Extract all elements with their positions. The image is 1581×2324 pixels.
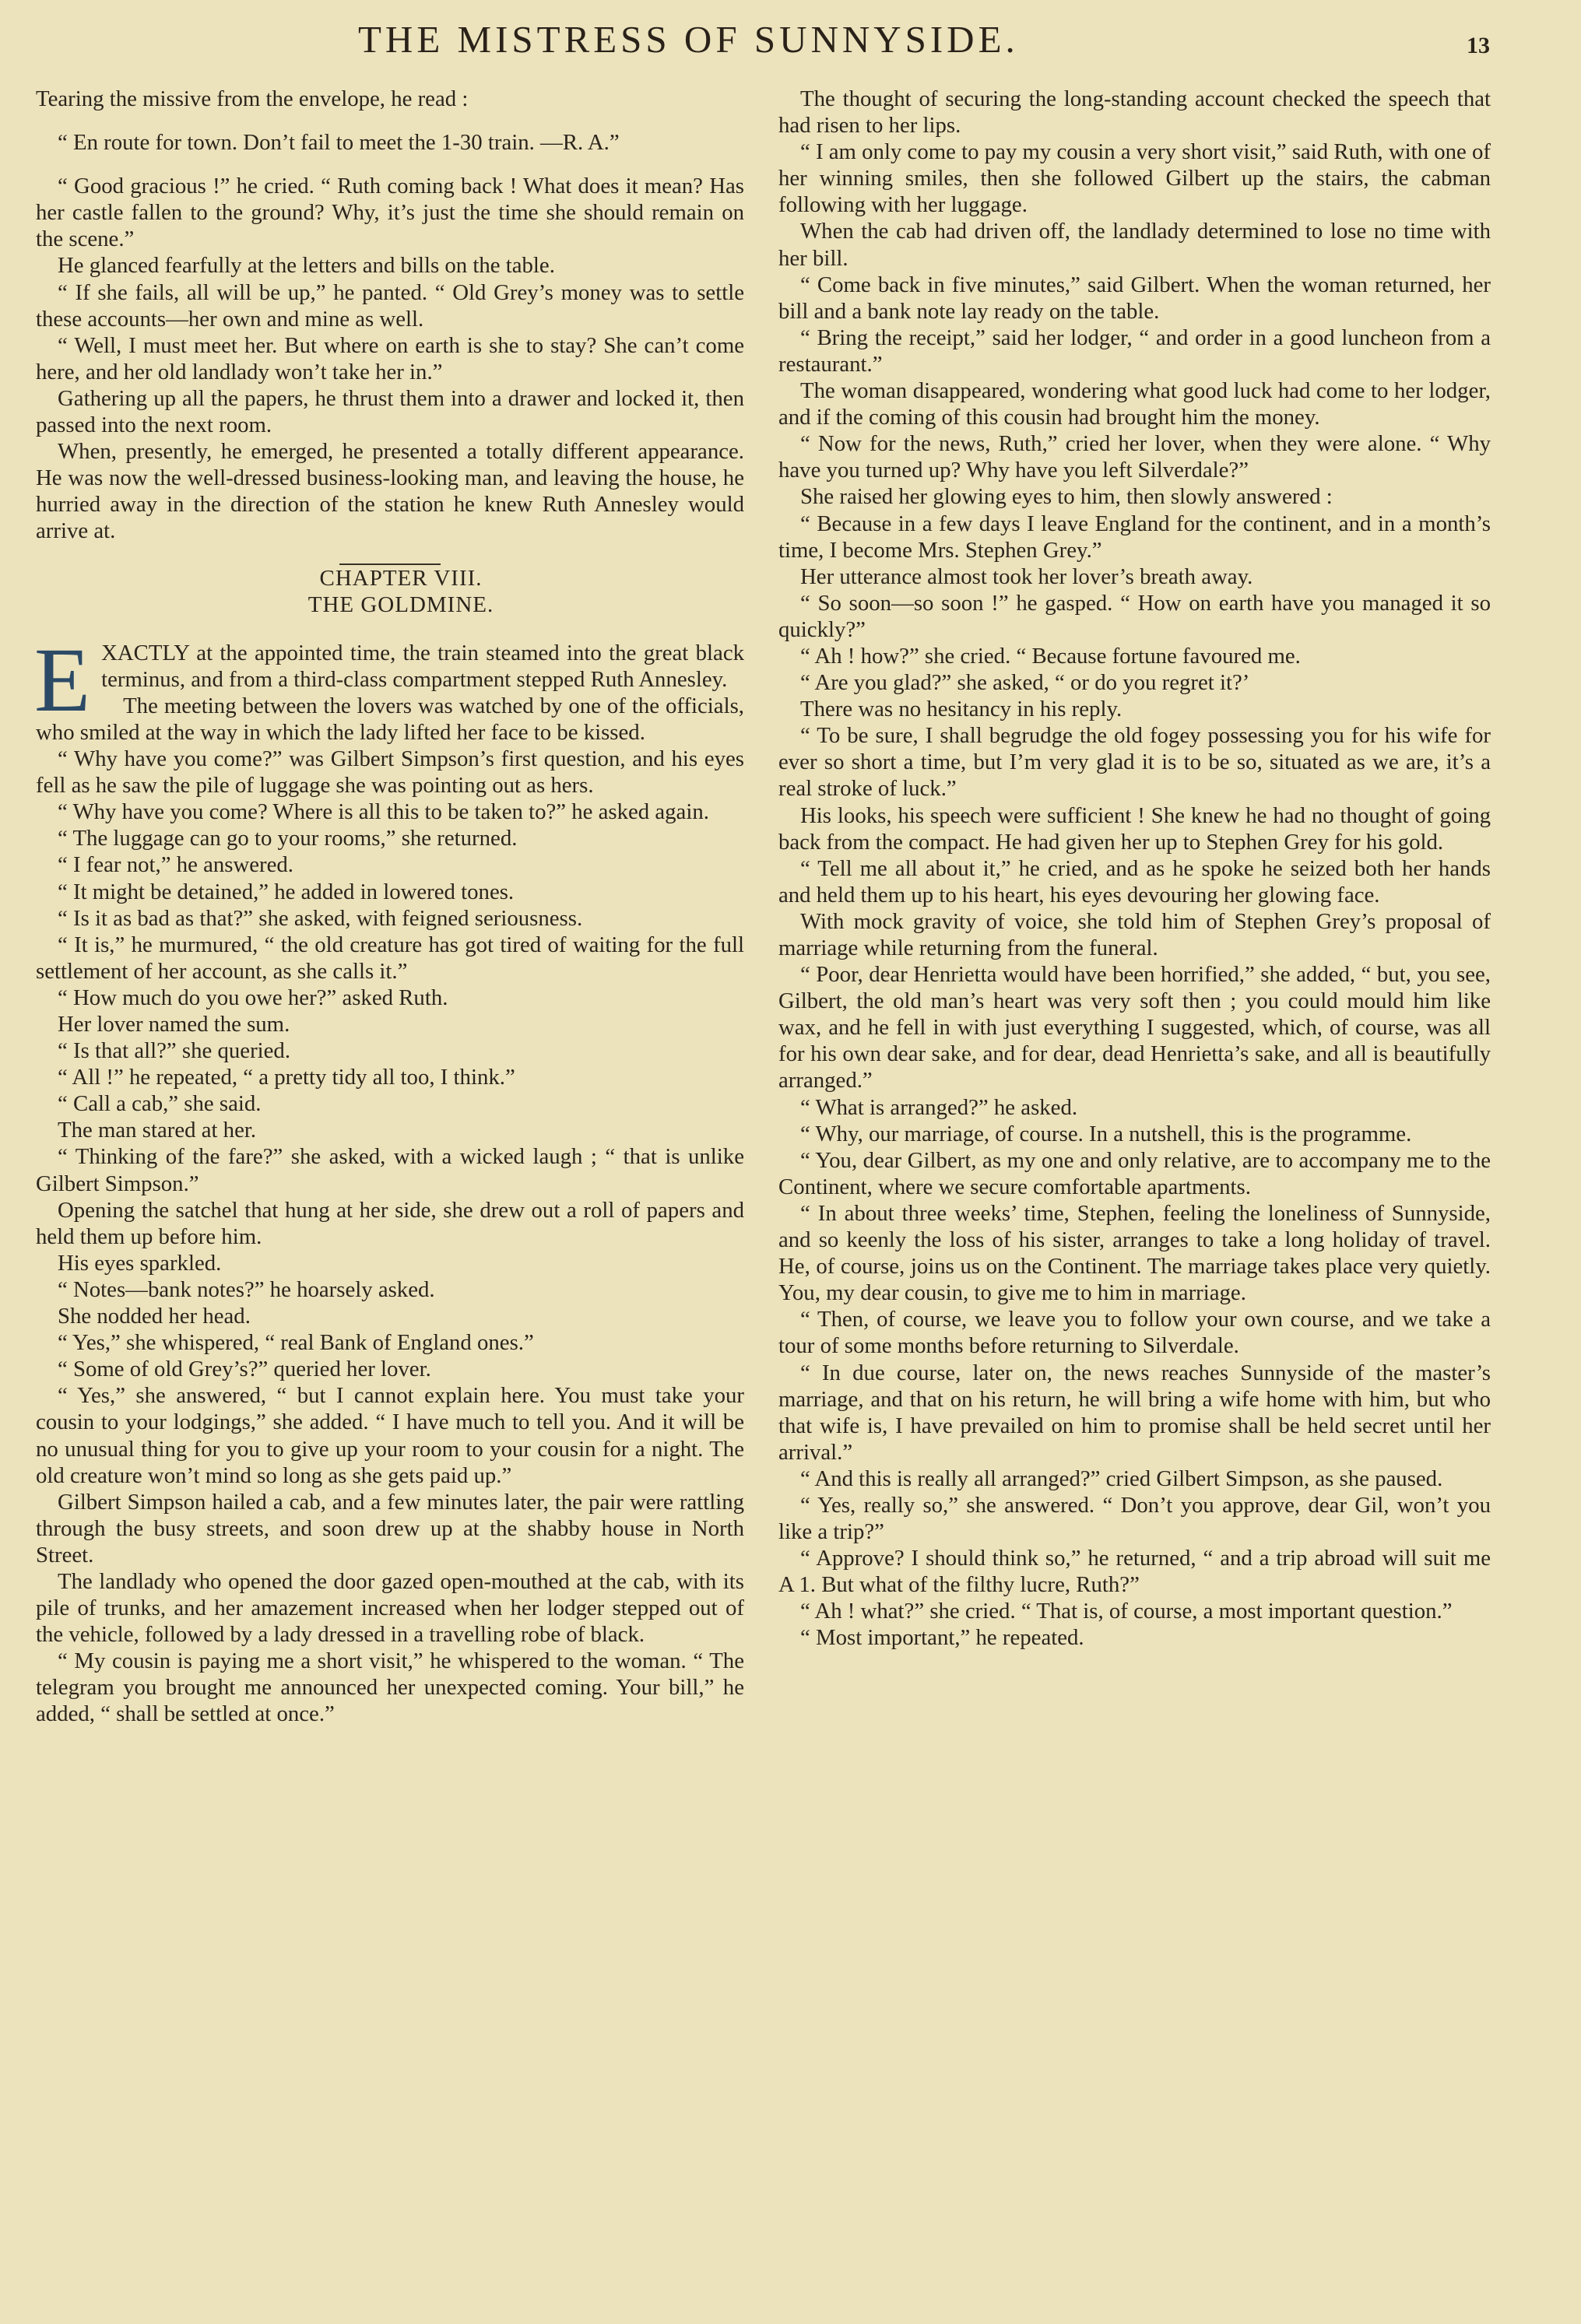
paragraph: The man stared at her. — [58, 1118, 257, 1143]
paragraph: “ Bring the receipt,” said her lodger, “ and order in a good luncheon from a restaurant.” — [778, 325, 1491, 377]
paragraph: “ Now for the news, Ruth,” cried her lover, when they were alone. “ Why have you turned up? Why have you left Silverdale?” — [778, 431, 1491, 483]
paragraph: The landlady who opened the door gazed open-mouthed at the cab, with its pile of trunks, and her amazement increased when her lodger stepped out of the vehicle, followed by a lady dressed in a travelling robe of black. — [36, 1568, 744, 1648]
paragraph: Gathering up all the papers, he thrust them into a drawer and locked it, then passed into the next room. — [36, 385, 744, 438]
paragraph: “ Come back in five minutes,” said Gilbert. When the woman returned, her bill and a bank note lay ready on the table. — [778, 272, 1491, 324]
paragraph: “ Is it as bad as that?” she asked, with feigned seriousness. — [58, 905, 583, 931]
paragraph: “ Call a cab,” she said. — [58, 1091, 262, 1117]
paragraph: When the cab had driven off, the landlady determined to lose no time with her bill. — [778, 219, 1491, 271]
paragraph: He glanced fearfully at the letters and bills on the table. — [58, 253, 555, 279]
paragraph: “ You, dear Gilbert, as my one and only relative, are to accompany me to the Continent, where we secure comfortable apartments. — [778, 1147, 1491, 1199]
paragraph: Tearing the missive from the envelope, he read : — [36, 86, 469, 111]
paragraph: “ Why have you come?” was Gilbert Simpson’s first question, and his eyes fell as he saw the pile of luggage she was pointing out as hers. — [36, 746, 744, 799]
telegram-text: “ En route for town. Don’t fail to meet the 1-30 train. —R. A.” — [58, 130, 620, 156]
paragraph: “ Ah ! how?” she cried. “ Because fortune favoured me. — [800, 643, 1301, 669]
chapter-heading: CHAPTER VIII. — [319, 565, 483, 591]
page-header — [0, 17, 1581, 72]
paragraph: “ Approve? I should think so,” he returned, “ and a trip abroad will suit me A 1. But what of the filthy lucre, Ruth?” — [778, 1546, 1491, 1598]
paragraph: “ If she fails, all will be up,” he panted. “ Old Grey’s money was to settle these accounts—her own and mine as well. — [36, 279, 744, 332]
paragraph: “ Why, our marriage, of course. In a nutshell, this is the programme. — [800, 1121, 1412, 1146]
paragraph: “ Ah ! what?” she cried. “ That is, of course, a most important question.” — [800, 1599, 1453, 1624]
paragraph: “ Poor, dear Henrietta would have been horrified,” she added, “ but, you see, Gilbert, the old man’s heart was very soft then ; you could mould him like wax, and he fell in with just everything I suggested, which, of course, was all for his own dear sake, and for dear, dead Henrietta’s sake, and all is beautifully arranged.” — [778, 962, 1491, 1094]
paragraph: “ Yes, really so,” she answered. “ Don’t you approve, dear Gil, won’t you like a trip?” — [778, 1492, 1491, 1545]
paragraph: “ The luggage can go to your rooms,” she returned. — [58, 826, 518, 851]
paragraph: The meeting between the lovers was watched by one of the officials, who smiled at the way in which the lady lifted her face to be kissed. — [36, 693, 744, 745]
chapter-title: THE GOLDMINE. — [307, 592, 494, 617]
page-number: 13 — [1467, 33, 1490, 58]
paragraph: “ Good gracious !” he cried. “ Ruth coming back ! What does it mean? Has her castle fallen to the ground? Why, it’s just the time she should remain on the scene.” — [36, 174, 744, 252]
paragraph: “ Yes,” she whispered, “ real Bank of England ones.” — [58, 1330, 534, 1356]
running-head: THE MISTRESS OF SUNNYSIDE. — [358, 18, 1019, 61]
paragraph: Opening the satchel that hung at her side, she drew out a roll of papers and held them up before him. — [36, 1197, 744, 1249]
paragraph: The woman disappeared, wondering what good luck had come to her lodger, and if the coming of this cousin had brought him the money. — [778, 378, 1491, 430]
paragraph: His eyes sparkled. — [58, 1250, 222, 1276]
paragraph: “ Thinking of the fare?” she asked, with a wicked laugh ; “ that is unlike Gilbert Simpson.” — [36, 1144, 744, 1196]
paragraph: There was no hesitancy in his reply. — [800, 697, 1123, 722]
paragraph: “ To be sure, I shall begrudge the old fogey possessing you for his wife for ever so short a time, but I’m very glad it is to be so, situated as we are, it’s a real stroke of luck.” — [778, 723, 1491, 802]
paragraph: “ Tell me all about it,” he cried, and as he spoke he seized both her hands and held them up to his heart, his eyes devouring her glowing face. — [778, 855, 1491, 907]
paragraph: “ Is that all?” she queried. — [58, 1038, 291, 1064]
paragraph: Her utterance almost took her lover’s breath away. — [800, 563, 1253, 589]
opening-paragraph-text: XACTLY at the appointed time, the train steamed into the great black terminus, and from a third-class compartment stepped Ruth Annesley. — [101, 640, 744, 692]
paragraph: “ Then, of course, we leave you to follow your own course, and we take a tour of some months before returning to Silverdale. — [778, 1307, 1491, 1359]
paragraph: The thought of securing the long-standing account checked the speech that had risen to her lips. — [778, 86, 1491, 139]
paragraph: “ My cousin is paying me a short visit,” he whispered to the woman. “ The telegram you brought me announced her unexpected coming. Your bill,” he added, “ shall be settled at once.” — [36, 1648, 744, 1727]
paragraph: She nodded her head. — [58, 1304, 251, 1329]
paragraph: With mock gravity of voice, she told him of Stephen Grey’s proposal of marriage while returning from the funeral. — [778, 908, 1491, 960]
drop-cap: E — [34, 628, 91, 731]
paragraph: Gilbert Simpson hailed a cab, and a few minutes later, the pair were rattling through the busy streets, and soon drew up at the shabby house in North Street. — [36, 1489, 744, 1567]
paragraph: “ I am only come to pay my cousin a very short visit,” said Ruth, with one of her winning smiles, then she followed Gilbert up the stairs, the cabman following with her luggage. — [778, 139, 1491, 218]
paragraph: “ It is,” he murmured, “ the old creature has got tired of waiting for the full settlement of her account, as she calls it.” — [36, 932, 744, 984]
left-column — [36, 86, 744, 1728]
paragraph: When, presently, he emerged, he presented a totally different appearance. He was now the well-dressed business-looking man, and leaving the house, he hurried away in the direction of the station he knew Ruth Annesley would arrive at. — [36, 439, 744, 544]
paragraph: She raised her glowing eyes to him, then slowly answered : — [800, 484, 1333, 510]
paragraph: “ I fear not,” he answered. — [58, 852, 293, 878]
paragraph: “ All !” he repeated, “ a pretty tidy all too, I think.” — [58, 1065, 515, 1090]
paragraph: “ How much do you owe her?” asked Ruth. — [58, 985, 448, 1010]
paragraph: “ Are you glad?” she asked, “ or do you regret it?’ — [800, 670, 1250, 696]
right-column — [778, 86, 1491, 1652]
paragraph: “ In about three weeks’ time, Stephen, feeling the loneliness of Sunnyside, and so keenly the loss of his sister, arranges to take a long holiday of travel. He, of course, joins us on the Continent. The marriage takes place very quietly. You, my dear cousin, to give me to him in marriage. — [778, 1200, 1491, 1306]
paragraph: “ Most important,” he repeated. — [800, 1625, 1084, 1651]
paragraph: “ Notes—bank notes?” he hoarsely asked. — [58, 1276, 435, 1302]
paragraph: “ Some of old Grey’s?” queried her lover. — [58, 1357, 431, 1382]
paragraph: “ In due course, later on, the news reaches Sunnyside of the master’s marriage, and that on his return, he will bring a wife home with him, but who that wife is, I have prevailed on him to promise shall be held secret until her arrival.” — [778, 1360, 1491, 1465]
paragraph: “ It might be detained,” he added in lowered tones. — [58, 879, 515, 904]
paragraph: “ Well, I must meet her. But where on earth is she to stay? She can’t come here, and her old landlady won’t take her in.” — [36, 332, 744, 384]
paragraph: “ What is arranged?” he asked. — [800, 1094, 1078, 1120]
paragraph: “ So soon—so soon !” he gasped. “ How on earth have you managed it so quickly?” — [778, 590, 1491, 642]
paragraph: “ Yes,” she answered, “ but I cannot explain here. You must take your cousin to your lodgings,” she added. “ I have much to tell you. And it will be no unusual thing for you to give up your room to your cousin for a night. The old creature won’t mind so long as she gets paid up.” — [36, 1383, 744, 1488]
paragraph: His looks, his speech were sufficient ! She knew he had no thought of going back from the compact. He had given her up to Stephen Grey for his gold. — [778, 802, 1491, 855]
paragraph: “ Why have you come? Where is all this to be taken to?” he asked again. — [58, 799, 709, 825]
paragraph: “ Because in a few days I leave England for the continent, and in a month’s time, I become Mrs. Stephen Grey.” — [778, 511, 1491, 563]
paragraph: “ And this is really all arranged?” cried Gilbert Simpson, as she paused. — [800, 1466, 1443, 1491]
paragraph: Her lover named the sum. — [58, 1012, 290, 1037]
